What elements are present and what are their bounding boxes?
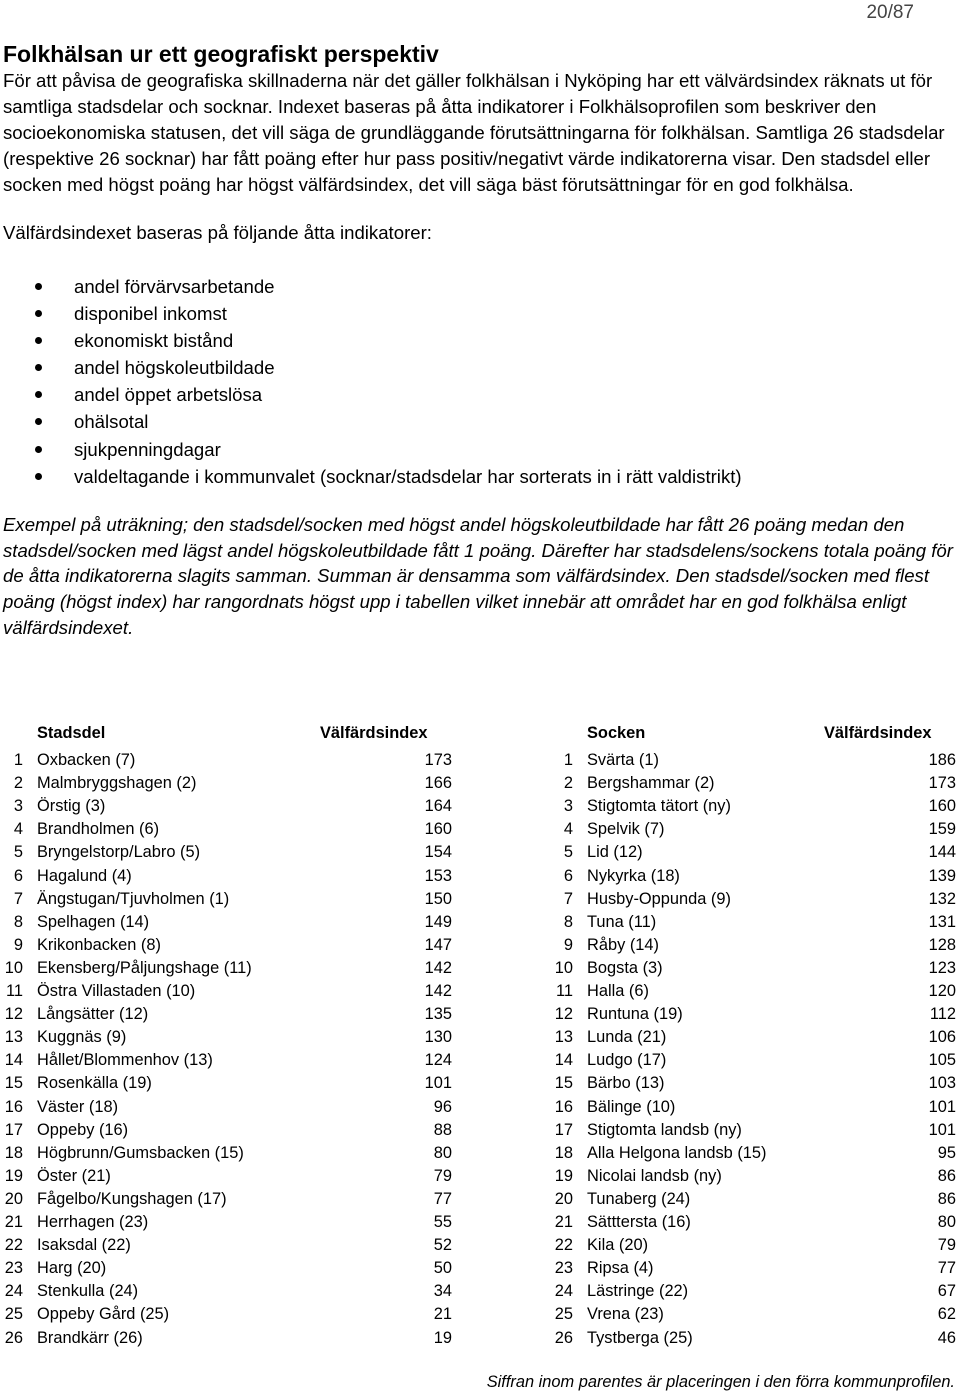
name-cell: Hagalund (4) — [37, 866, 132, 885]
indicator-item — [3, 381, 953, 408]
index-value-cell: 131 — [928, 912, 956, 931]
rank-cell: 4 — [13, 820, 23, 839]
index-value-cell: 96 — [433, 1097, 452, 1116]
index-value-cell: 160 — [928, 797, 956, 816]
index-value-cell: 186 — [928, 751, 956, 769]
index-value-cell: 34 — [433, 1282, 452, 1301]
rank-cell: 1 — [13, 751, 23, 769]
indicator-label: andel högskoleutbildade — [74, 357, 275, 379]
rank-cell: 9 — [13, 935, 23, 954]
rank-cell: 10 — [4, 958, 23, 977]
index-value-cell: 153 — [424, 866, 452, 885]
name-cell: Lid (12) — [587, 843, 643, 862]
name-cell: Hållet/Blommenhov (13) — [37, 1051, 213, 1070]
index-value-cell: 144 — [928, 843, 956, 862]
index-value-cell: 124 — [424, 1051, 452, 1070]
index-value-cell: 166 — [424, 774, 452, 793]
name-cell: Tuna (11) — [587, 912, 657, 931]
rank-cell: 22 — [4, 1236, 23, 1255]
index-value-cell: 112 — [929, 1005, 956, 1024]
table-row — [0, 982, 958, 1005]
name-cell: Väster (18) — [37, 1097, 119, 1116]
name-cell: Oppeby Gård (25) — [37, 1305, 170, 1324]
index-value-cell: 95 — [937, 1143, 956, 1162]
name-cell: Öster (21) — [37, 1166, 111, 1185]
indicator-label: andel förvärvsarbetande — [74, 276, 275, 297]
index-tables — [0, 724, 960, 1364]
table-row — [0, 751, 958, 774]
rank-cell: 15 — [4, 1074, 23, 1093]
rank-cell: 5 — [563, 843, 573, 862]
index-value-cell: 80 — [937, 1213, 956, 1231]
name-cell: Stigtomta landsb (ny) — [587, 1120, 742, 1139]
table-row — [0, 936, 958, 959]
rank-cell: 23 — [4, 1259, 23, 1278]
rank-cell: 20 — [4, 1189, 23, 1208]
name-cell: Lunda (21) — [587, 1028, 667, 1047]
rank-cell: 6 — [13, 866, 23, 885]
rank-cell: 8 — [13, 912, 23, 931]
name-cell: Herrhagen (23) — [37, 1213, 149, 1231]
intro-paragraph: För att påvisa de geografiska skillnaderna när det gäller folkhälsan i Nyköping har ett välvärdsindex räknats ut för samtliga stadsdelar och socknar. Indexet baseras på åtta indikatorer i Folkhälsoprofilen som beskriver den socioekonomiska statusen, det vill säga de grundläggande förutsättningarna för folkhälsan. Samtliga 26 stadsdelar (respektive 26 socknar) har fått poäng efter hur pass positiv/negativt värde indikatorerna visar. Den stadsdel eller socken med högst poäng har högst välfärdsindex, det vill säga bäst förutsättningar för en god folkhälsa. — [3, 70, 945, 195]
rank-cell: 25 — [4, 1305, 23, 1324]
index-value-cell: 88 — [433, 1120, 452, 1139]
table-row — [0, 959, 958, 982]
table-row — [0, 1167, 958, 1190]
index-value-cell: 173 — [928, 774, 956, 793]
bullet-icon — [35, 337, 42, 344]
table-row — [0, 797, 958, 820]
indicator-item — [3, 300, 953, 327]
index-value-cell: 67 — [937, 1282, 956, 1301]
bullet-icon — [35, 364, 42, 371]
rank-cell: 18 — [4, 1143, 23, 1162]
index-value-cell: 164 — [424, 797, 452, 816]
name-cell: Lästringe (22) — [587, 1282, 689, 1301]
name-cell: Ripsa (4) — [587, 1259, 654, 1278]
indicator-label: valdeltagande i kommunvalet (socknar/stadsdelar har sorterats in i rätt valdistrikt) — [74, 465, 742, 487]
rank-cell: 19 — [554, 1166, 573, 1185]
rank-cell: 16 — [554, 1097, 573, 1116]
index-value-cell: 123 — [928, 958, 956, 977]
rank-cell: 21 — [4, 1213, 23, 1231]
index-value-cell: 105 — [928, 1051, 956, 1070]
table-row — [0, 890, 958, 913]
name-cell: Krikonbacken (8) — [37, 935, 161, 954]
rank-cell: 20 — [554, 1189, 573, 1208]
rank-cell: 18 — [554, 1143, 573, 1162]
name-cell: Bergshammar (2) — [587, 774, 715, 793]
name-cell: Oxbacken (7) — [37, 751, 136, 769]
name-cell: Kila (20) — [587, 1236, 649, 1255]
table-row — [0, 1190, 958, 1213]
indicator-item — [3, 354, 953, 381]
rank-cell: 7 — [563, 889, 573, 908]
index-value-cell: 79 — [937, 1236, 956, 1255]
name-cell: Bogsta (3) — [587, 958, 663, 977]
rank-cell: 2 — [563, 774, 573, 793]
name-cell: Långsätter (12) — [37, 1005, 149, 1024]
indicator-item — [3, 436, 953, 463]
rank-cell: 12 — [554, 1005, 573, 1024]
indicator-label: disponibel inkomst — [74, 303, 227, 325]
name-cell: Tunaberg (24) — [587, 1189, 691, 1208]
name-cell: Brandkärr (26) — [37, 1328, 143, 1347]
rank-cell: 2 — [13, 774, 23, 793]
name-cell: Husby-Oppunda (9) — [587, 889, 731, 908]
name-cell: Sätttersta (16) — [587, 1213, 691, 1231]
rank-cell: 14 — [554, 1051, 573, 1070]
index-value-cell: 80 — [433, 1143, 452, 1162]
index-value-cell: 86 — [937, 1166, 956, 1185]
index-value-cell: 135 — [424, 1005, 452, 1024]
rank-cell: 21 — [554, 1213, 573, 1231]
rank-cell: 15 — [554, 1074, 573, 1093]
rank-cell: 17 — [4, 1120, 23, 1139]
rank-cell: 25 — [554, 1305, 573, 1324]
example-paragraph: Exempel på uträkning; den stadsdel/socken med högst andel högskoleutbildade har fått 26 poäng medan den stadsdel/socken med lägst andel högskoleutbildade fått 1 poäng. Därefter har stadsdelens/sockens totala poäng för de åtta indikatorerna slagits samman. Summan är densamma som välfärdsindex. Den stadsdel/socken med flest poäng (högst index) har rangordnats högst upp i tabellen vilket innebär att området har en god folkhälsa enligt välfärdsindexet. — [3, 513, 953, 638]
rank-cell: 24 — [554, 1282, 573, 1301]
rank-cell: 9 — [563, 935, 573, 954]
index-value-cell: 106 — [928, 1028, 956, 1047]
indicators-heading: Välfärdsindexet baseras på följande åtta indikatorer: — [3, 222, 432, 243]
index-value-cell: 159 — [928, 820, 956, 839]
index-value-cell: 160 — [424, 820, 452, 839]
index-value-cell: 142 — [424, 958, 452, 977]
name-cell: Fågelbo/Kungshagen (17) — [37, 1189, 227, 1208]
page-number: 20/87 — [866, 2, 914, 23]
rank-cell: 3 — [13, 797, 23, 816]
rank-cell: 1 — [563, 751, 573, 769]
bullet-icon — [35, 283, 42, 290]
table-row — [0, 867, 958, 890]
name-cell: Stenkulla (24) — [37, 1282, 139, 1301]
index-value-cell: 132 — [928, 889, 956, 908]
name-cell: Högbrunn/Gumsbacken (15) — [37, 1143, 244, 1162]
index-value-cell: 77 — [937, 1259, 956, 1278]
table-row — [0, 913, 958, 936]
stadsdel-index-header: Välfärdsindex — [320, 724, 428, 742]
table-row — [0, 843, 958, 866]
bullet-icon — [35, 391, 42, 398]
table-row — [0, 1051, 958, 1074]
index-value-cell: 101 — [424, 1074, 452, 1093]
footnote: Siffran inom parentes är placeringen i den förra kommunprofilen. — [486, 1373, 955, 1391]
indicator-item — [3, 463, 953, 490]
table-row — [0, 1098, 958, 1121]
stadsdel-header: Stadsdel — [37, 724, 106, 742]
index-value-cell: 101 — [928, 1120, 956, 1139]
rank-cell: 17 — [554, 1120, 573, 1139]
indicator-label: andel öppet arbetslösa — [74, 384, 263, 406]
rank-cell: 13 — [4, 1028, 23, 1047]
index-value-cell: 154 — [424, 843, 452, 862]
rank-cell: 4 — [563, 820, 573, 839]
indicator-label: ekonomiskt bistånd — [74, 330, 234, 352]
rank-cell: 10 — [554, 958, 573, 977]
index-value-cell: 150 — [424, 889, 452, 908]
table-row — [0, 1028, 958, 1051]
rank-cell: 19 — [4, 1166, 23, 1185]
rank-cell: 26 — [554, 1328, 573, 1347]
table-row — [0, 1144, 958, 1167]
name-cell: Ängstugan/Tjuvholmen (1) — [37, 889, 230, 908]
rank-cell: 5 — [13, 843, 23, 862]
rank-cell: 24 — [4, 1282, 23, 1301]
name-cell: Alla Helgona landsb (15) — [587, 1143, 767, 1162]
indicator-item — [3, 273, 953, 300]
table-row — [0, 1259, 958, 1282]
table-row — [0, 1236, 958, 1259]
index-value-cell: 79 — [433, 1166, 452, 1185]
name-cell: Ekensberg/Påljungshage (11) — [37, 958, 252, 977]
name-cell: Bryngelstorp/Labro (5) — [37, 843, 201, 862]
index-value-cell: 19 — [433, 1328, 452, 1347]
rank-cell: 16 — [4, 1097, 23, 1116]
table-row — [0, 1074, 958, 1097]
bullet-icon — [35, 310, 42, 317]
index-value-cell: 46 — [937, 1328, 956, 1347]
index-value-cell: 128 — [928, 935, 956, 954]
name-cell: Halla (6) — [587, 982, 649, 1000]
name-cell: Nicolai landsb (ny) — [587, 1166, 722, 1185]
rank-cell: 23 — [554, 1259, 573, 1278]
index-value-cell: 173 — [424, 751, 452, 769]
index-value-cell: 149 — [424, 912, 452, 931]
name-cell: Malmbryggshagen (2) — [37, 774, 197, 793]
name-cell: Ludgo (17) — [587, 1051, 667, 1070]
table-row — [0, 1213, 958, 1236]
index-value-cell: 50 — [433, 1259, 452, 1278]
page-title: Folkhälsan ur ett geografiskt perspektiv — [3, 41, 439, 67]
name-cell: Brandholmen (6) — [37, 820, 160, 839]
index-value-cell: 139 — [928, 866, 956, 885]
rank-cell: 26 — [4, 1328, 23, 1347]
document-body — [3, 41, 953, 641]
name-cell: Bärbo (13) — [587, 1074, 665, 1093]
index-value-cell: 55 — [433, 1213, 452, 1231]
index-value-cell: 77 — [433, 1189, 452, 1208]
rank-cell: 12 — [4, 1005, 23, 1024]
rank-cell: 13 — [554, 1028, 573, 1047]
table-row — [0, 1329, 958, 1352]
rank-cell: 11 — [5, 982, 23, 1000]
name-cell: Spelvik (7) — [587, 820, 665, 839]
table-row — [0, 1121, 958, 1144]
rank-cell: 8 — [563, 912, 573, 931]
name-cell: Svärta (1) — [587, 751, 659, 769]
indicator-label: sjukpenningdagar — [74, 438, 221, 460]
index-value-cell: 120 — [928, 982, 956, 1000]
name-cell: Vrena (23) — [587, 1305, 664, 1324]
name-cell: Råby (14) — [587, 935, 659, 954]
index-value-cell: 101 — [928, 1097, 956, 1116]
indicator-item — [3, 327, 953, 354]
name-cell: Rosenkälla (19) — [37, 1074, 152, 1093]
name-cell: Bälinge (10) — [587, 1097, 676, 1116]
name-cell: Östra Villastaden (10) — [37, 982, 196, 1000]
rank-cell: 11 — [555, 982, 573, 1000]
bullet-icon — [35, 473, 42, 480]
index-value-cell: 86 — [937, 1189, 956, 1208]
index-value-cell: 147 — [424, 935, 452, 954]
name-cell: Stigtomta tätort (ny) — [587, 797, 731, 816]
name-cell: Harg (20) — [37, 1259, 107, 1278]
table-row — [0, 1005, 958, 1028]
name-cell: Oppeby (16) — [37, 1120, 129, 1139]
rank-cell: 7 — [13, 889, 23, 908]
index-value-cell: 142 — [424, 982, 452, 1000]
name-cell: Spelhagen (14) — [37, 912, 150, 931]
name-cell: Tystberga (25) — [587, 1328, 693, 1347]
index-value-cell: 130 — [424, 1028, 452, 1047]
indicator-item — [3, 408, 953, 435]
bullet-icon — [35, 418, 42, 425]
socken-header: Socken — [587, 724, 646, 742]
indicator-list — [3, 273, 953, 490]
rank-cell: 6 — [563, 866, 573, 885]
index-value-cell: 52 — [433, 1236, 452, 1255]
rank-cell: 3 — [563, 797, 573, 816]
name-cell: Nykyrka (18) — [587, 866, 680, 885]
table-row — [0, 820, 958, 843]
bullet-icon — [35, 446, 42, 453]
rank-cell: 22 — [554, 1236, 573, 1255]
index-value-cell: 103 — [928, 1074, 956, 1093]
table-row — [0, 774, 958, 797]
index-value-cell: 21 — [433, 1305, 452, 1324]
rank-cell: 14 — [4, 1051, 23, 1070]
name-cell: Isaksdal (22) — [37, 1236, 131, 1255]
indicator-label: ohälsotal — [74, 411, 149, 433]
name-cell: Kuggnäs (9) — [37, 1028, 127, 1047]
name-cell: Örstig (3) — [37, 797, 106, 816]
index-value-cell: 62 — [937, 1305, 956, 1324]
table-row — [0, 1305, 958, 1328]
name-cell: Runtuna (19) — [587, 1005, 683, 1024]
table-row — [0, 1282, 958, 1305]
socken-index-header: Välfärdsindex — [824, 724, 932, 742]
